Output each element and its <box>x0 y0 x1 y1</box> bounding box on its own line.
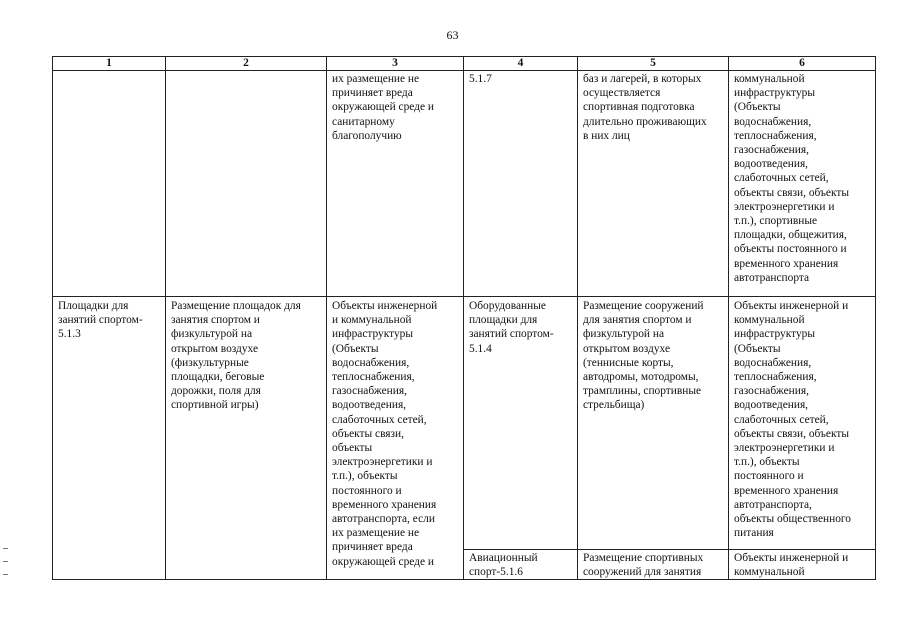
header-row <box>53 57 876 71</box>
margin-mark <box>3 574 8 575</box>
cell-text: Оборудованные площадки для занятий спортом- 5.1.4 <box>469 300 554 355</box>
cell-related-objects <box>729 550 876 580</box>
margin-mark <box>3 561 8 562</box>
table-row <box>53 71 876 297</box>
column-header-5: 5 <box>578 57 729 71</box>
cell-text: коммунальной инфраструктуры (Объекты водоснабжения, теплоснабжения, газоснабжения, водоотведения, слаботочных сетей, объекты связи, объекты электроэнергетики и т.п.), спортивные площадки, общежития, объекты постоянного и временного хранения автотранспорта <box>734 73 849 284</box>
cell-auxiliary-objects <box>327 71 464 297</box>
cell-text: их размещение не причиняет вреда окружающей среде и санитарному благополучию <box>332 73 434 142</box>
cell-text: Объекты инженерной и коммунальной <box>734 552 849 579</box>
table-row <box>53 297 876 550</box>
cell-related-kind <box>464 297 578 550</box>
cell-text: Площадки для занятий спортом- 5.1.3 <box>58 300 143 341</box>
page-number: 63 <box>446 28 459 42</box>
column-header-2: 2 <box>166 57 327 71</box>
land-use-table <box>52 56 876 580</box>
scan-margin-marks <box>3 548 9 588</box>
cell-related-kind <box>464 550 578 580</box>
cell-related-kind <box>464 71 578 297</box>
cell-text: Размещение сооружений для занятия спортом и физкультурой на открытом воздухе (теннисные корты, автодромы, мотодромы, трамплины, спортивные стрельбища) <box>583 300 704 412</box>
margin-mark <box>3 548 8 549</box>
cell-kind-description <box>166 71 327 297</box>
cell-kind-name <box>53 71 166 297</box>
column-header-4: 4 <box>464 57 578 71</box>
cell-text: баз и лагерей, в которых осуществляется спортивная подготовка длительно проживающих в них лиц <box>583 73 707 142</box>
cell-kind-name <box>53 297 166 580</box>
cell-related-description <box>578 297 729 550</box>
cell-related-objects <box>729 297 876 550</box>
cell-related-description <box>578 71 729 297</box>
cell-text: Авиационный спорт-5.1.6 <box>469 552 538 579</box>
cell-text: 5.1.7 <box>469 73 492 85</box>
cell-text: Объекты инженерной и коммунальной инфраструктуры (Объекты водоснабжения, теплоснабжения, газоснабжения, водоотведения, слаботочных сетей, объекты связи, объекты электроэнергетики и т.п.), объекты постоянного и временного хранения автотранспорта, объекты общественного питания <box>734 300 851 540</box>
cell-related-description <box>578 550 729 580</box>
column-header-3: 3 <box>327 57 464 71</box>
column-header-1: 1 <box>53 57 166 71</box>
cell-text: Размещение спортивных сооружений для занятия <box>583 552 704 579</box>
cell-auxiliary-objects <box>327 297 464 580</box>
cell-text: Размещение площадок для занятия спортом и физкультурой на открытом воздухе (физкультурные площадки, беговые дорожки, поля для спортивной игры) <box>171 300 301 412</box>
column-header-6: 6 <box>729 57 876 71</box>
cell-kind-description <box>166 297 327 580</box>
cell-text: Объекты инженерной и коммунальной инфраструктуры (Объекты водоснабжения, теплоснабжения, газоснабжения, водоотведения, слаботочных сетей, объекты связи, объекты электроэнергетики и т.п.), объекты постоянного и временного хранения автотранспорта, если их размещение не причиняет вреда окружающей среде и <box>332 300 438 568</box>
cell-related-objects <box>729 71 876 297</box>
